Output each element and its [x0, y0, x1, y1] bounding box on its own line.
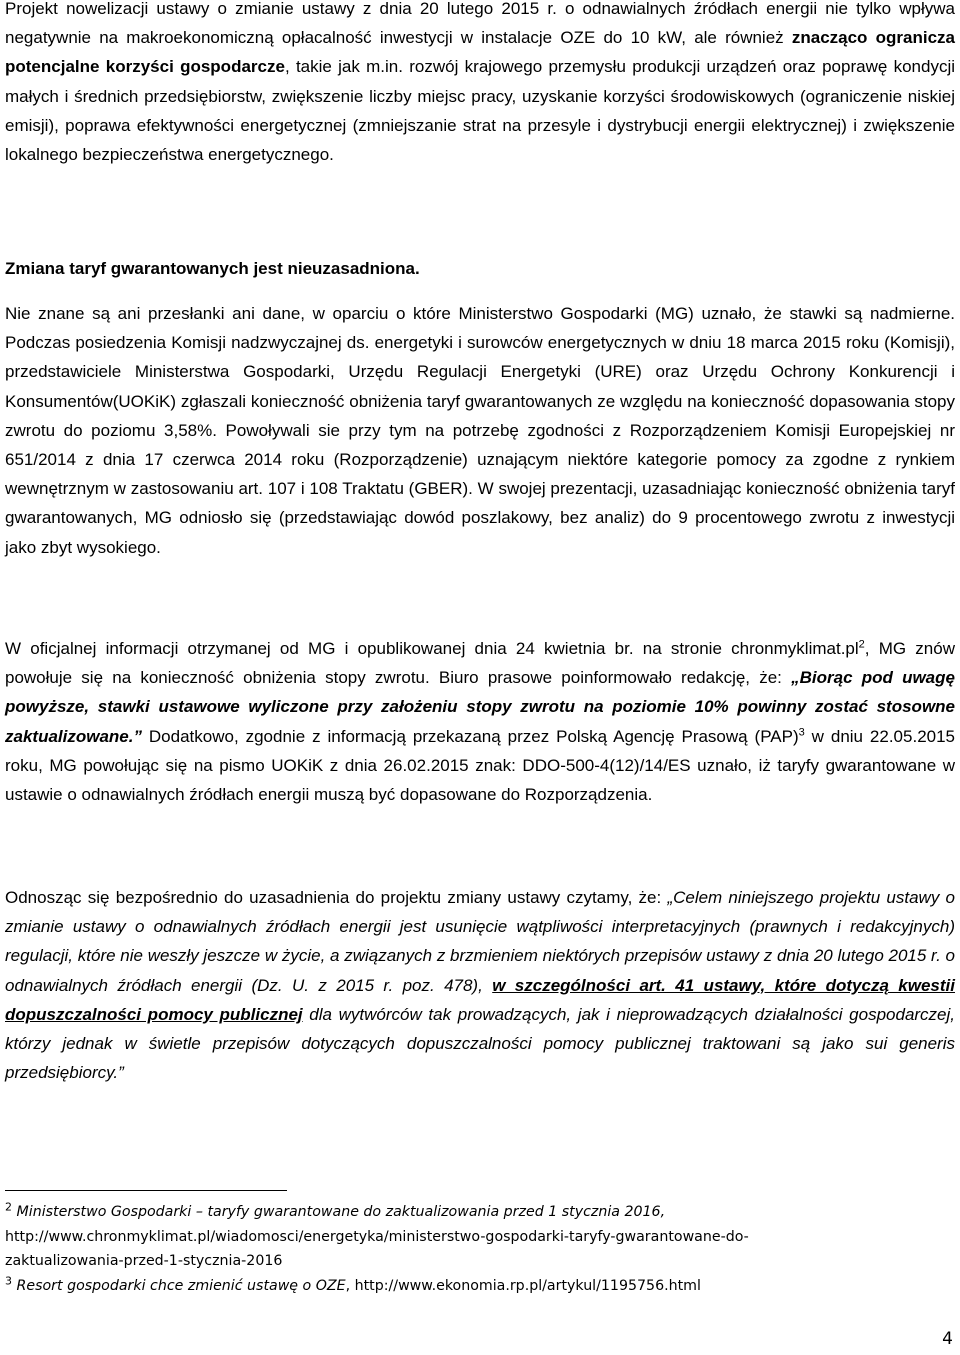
p3-text-a: W oficjalnej informacji otrzymanej od MG i opublikowanej dnia 24 kwietnia br. na stronie chronmyklimat.pl	[5, 639, 859, 658]
footnote-ref-3[interactable]: 3	[798, 725, 805, 738]
section-heading: Zmiana taryf gwarantowanych jest nieuzasadniona.	[5, 259, 420, 278]
paragraph-2: Nie znane są ani przesłanki ani dane, w oparciu o które Ministerstwo Gospodarki (MG) uznało, że stawki są nadmierne. Podczas posiedzenia Komisji nadzwyczajnej ds. energetyki i surowców energetycznych w dniu 18 marca 2015 roku (Komisji), przedstawiciele Ministerstwa Gospodarki, Urzędu Regulacji Energetyki (URE) oraz Urzędu Ochrony Konkurencji i Konsumentów(UOKiK) zgłaszali konieczność obniżenia taryf gwarantowanych ze względu na konieczność dopasowania stopy zwrotu do poziomu 3,58%. Powoływali sie przy tym na potrzebę zgodności z Rozporządzeniem Komisji Europejskiej nr 651/2014 z dnia 17 czerwca 2014 roku (Rozporządzenie) uznającym niektóre kategorie pomocy za zgodne z rynkiem wewnętrznym w zastosowaniu art. 107 i 108 Traktatu (GBER). W swojej prezentacji, uzasadniając konieczność obniżenia taryf gwarantowanych, MG odniosło się (przedstawiając dowód poszlakowy, bez analiz) do 9 procentowego zwrotu z inwestycji jako zbyt wysokiego.	[5, 304, 955, 557]
p4-quote-end: dla wytwórców tak prowadzących, jak i nieprowadzących działalności gospodarczej, którzy jednak w świetle przepisów dotyczących dopuszczalności pomocy publicznej traktowani są jako sui generis przedsiębiorcy.”	[5, 1004, 956, 1083]
p4-underlined-phrase: w szczególności art. 41 ustawy, które dotyczą kwestii dopuszczalności pomocy publicznej	[5, 975, 955, 1024]
footnote-2-number: 2	[5, 1200, 12, 1214]
footnote-3-number: 3	[5, 1273, 12, 1287]
p1-text-c: , takie jak m.in. rozwój krajowego przemysłu produkcji urządzeń oraz poprawę kondycji małych i średnich przedsiębiorstw, zwiększenie liczby miejsc pracy, uzyskanie korzyści środowiskowych (ograniczenie niskiej emisji), poprawa efektywności energetycznej (zmniejszanie strat na przesyle i dystrybucji energii elektrycznej) i zwiększenie lokalnego bezpieczeństwa energetycznego.	[5, 57, 955, 165]
p1-text-a: Projekt nowelizacji ustawy o zmianie ustawy z dnia 20 lutego 2015 r. o odnawialnych źródłach energii nie tylko wpływa negatywnie na makroekonomiczną opłacalność inwestycji w instalacje OZE do 10 kW, ale również	[5, 0, 955, 48]
footnote-3-url[interactable]: , http://www.ekonomia.rp.pl/artykul/1195756.html	[345, 1277, 701, 1294]
paragraph-4	[5, 883, 955, 1087]
footnote-3	[5, 1274, 955, 1299]
p1-bold-phrase: znacząco ogranicza potencjalne korzyści gospodarcze	[5, 28, 955, 77]
footnote-2-title: Ministerstwo Gospodarki – taryfy gwarantowane do zaktualizowania przed 1 stycznia 2016,	[16, 1204, 666, 1220]
footnote-3-title: Resort gospodarki chce zmienić ustawę o OZE	[16, 1277, 346, 1294]
footnote-ref-2[interactable]: 2	[858, 638, 865, 651]
footnote-2-url-line-2[interactable]: zaktualizowania-przed-1-stycznia-2016	[5, 1253, 283, 1269]
footnotes	[5, 1200, 955, 1298]
footnote-2-line-1	[5, 1200, 955, 1225]
p4-quote-start: „Celem niniejszego projektu ustawy o zmianie ustawy o odnawialnych źródłach energii jest usunięcie wątpliwości interpretacyjnych (prawnych i redakcyjnych) regulacji, które nie weszły jeszcze w życie, a związanych z brzmieniem niektórych przepisów ustawy z dnia 20 lutego 2015 r. o odnawialnych źródłach energii (Dz. U. z 2015 r. poz. 478),	[5, 888, 955, 995]
p3-text-e: w dniu 22.05.2015 roku, MG powołując się na pismo UOKiK z dnia 26.02.2015 znak: DDO-500-4(12)/14/ES uznało, iż taryfy gwarantowane w ustawie o odnawialnych źródłach energii muszą być dopasowane do Rozporządzenia.	[5, 726, 956, 805]
paragraph-1	[5, 0, 955, 169]
paragraph-3	[5, 634, 955, 809]
p3-quote: „Biorąc pod uwagę powyższe, stawki ustawowe wyliczone przy założeniu stopy zwrotu na poziomie 10% powinny zostać stosowne zaktualizowane.”	[5, 668, 955, 746]
p3-text-b: , MG znów powołuje się na konieczność obniżenia stopy zwrotu. Biuro prasowe poinformowało redakcję, że:	[5, 639, 955, 688]
p4-text-a: Odnosząc się bezpośrednio do uzasadnienia do projektu zmiany ustawy czytamy, że:	[5, 888, 668, 907]
footnote-2-url-line-1[interactable]: http://www.chronmyklimat.pl/wiadomosci/energetyka/ministerstwo-gospodarki-taryfy-gwarantowane-do-	[5, 1228, 749, 1245]
p3-text-d: Dodatkowo, zgodnie z informacją przekazaną przez Polską Agencję Prasową (PAP)	[141, 726, 799, 746]
page-number: 4	[942, 1329, 953, 1349]
footnote-separator	[5, 1190, 287, 1191]
